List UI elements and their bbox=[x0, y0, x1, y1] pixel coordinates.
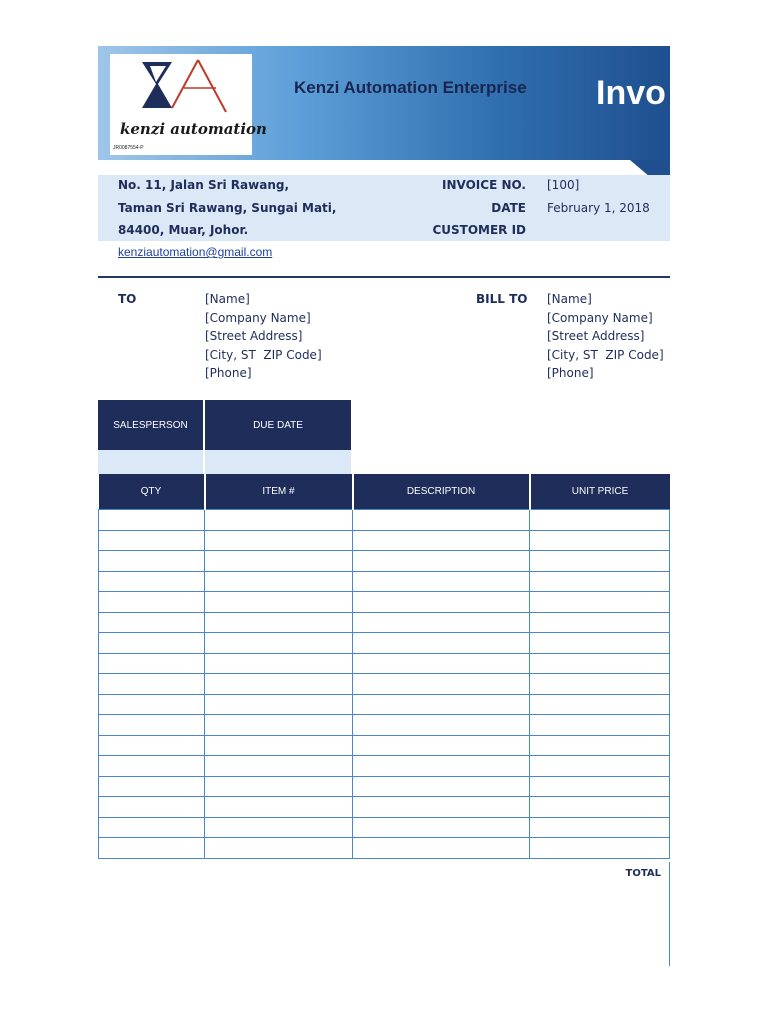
table-cell[interactable] bbox=[353, 592, 530, 613]
table-row bbox=[99, 592, 670, 613]
to-city: [City, ST ZIP Code] bbox=[205, 347, 322, 362]
table-row bbox=[99, 571, 670, 592]
logo-graphic bbox=[110, 54, 267, 155]
table-cell[interactable] bbox=[353, 817, 530, 838]
table-cell[interactable] bbox=[205, 633, 353, 654]
table-cell[interactable] bbox=[530, 510, 670, 531]
table-cell[interactable] bbox=[530, 633, 670, 654]
table-row bbox=[99, 756, 670, 777]
table-cell[interactable] bbox=[99, 797, 205, 818]
svg-text:kenzi automation: kenzi automation bbox=[120, 120, 267, 138]
table-cell[interactable] bbox=[99, 530, 205, 551]
table-row bbox=[99, 694, 670, 715]
table-row bbox=[99, 530, 670, 551]
table-cell[interactable] bbox=[530, 735, 670, 756]
table-cell[interactable] bbox=[205, 817, 353, 838]
bill-to-phone: [Phone] bbox=[547, 366, 594, 380]
table-cell[interactable] bbox=[99, 592, 205, 613]
table-cell[interactable] bbox=[530, 530, 670, 551]
customer-id-label: CUSTOMER ID bbox=[432, 223, 526, 237]
to-name: [Name] bbox=[205, 292, 250, 306]
table-cell[interactable] bbox=[530, 551, 670, 572]
table-cell[interactable] bbox=[530, 838, 670, 859]
table-cell[interactable] bbox=[353, 510, 530, 531]
table-cell[interactable] bbox=[530, 797, 670, 818]
col-item-number: ITEM # bbox=[205, 474, 353, 510]
table-cell[interactable] bbox=[205, 592, 353, 613]
table-cell[interactable] bbox=[530, 694, 670, 715]
table-cell[interactable] bbox=[99, 510, 205, 531]
table-cell[interactable] bbox=[99, 633, 205, 654]
invoice-no-value[interactable]: [100] bbox=[547, 178, 580, 192]
table-row bbox=[99, 612, 670, 633]
divider bbox=[98, 276, 670, 278]
table-cell[interactable] bbox=[99, 571, 205, 592]
invoice-no-label: INVOICE NO. bbox=[442, 178, 526, 192]
table-cell[interactable] bbox=[530, 817, 670, 838]
table-cell[interactable] bbox=[205, 653, 353, 674]
table-cell[interactable] bbox=[99, 735, 205, 756]
table-cell[interactable] bbox=[205, 612, 353, 633]
table-cell[interactable] bbox=[353, 653, 530, 674]
table-cell[interactable] bbox=[353, 756, 530, 777]
table-cell[interactable] bbox=[353, 797, 530, 818]
to-phone: [Phone] bbox=[205, 366, 252, 380]
to-street: [Street Address] bbox=[205, 329, 303, 343]
table-cell[interactable] bbox=[205, 776, 353, 797]
due-date-cell[interactable] bbox=[205, 450, 351, 474]
bill-to-company: [Company Name] bbox=[547, 310, 653, 325]
table-cell[interactable] bbox=[205, 530, 353, 551]
table-cell[interactable] bbox=[353, 674, 530, 695]
table-row bbox=[99, 838, 670, 859]
table-cell[interactable] bbox=[353, 838, 530, 859]
table-cell[interactable] bbox=[99, 694, 205, 715]
table-row bbox=[99, 735, 670, 756]
table-row bbox=[99, 653, 670, 674]
table-cell[interactable] bbox=[205, 551, 353, 572]
bill-to-label: BILL TO bbox=[476, 292, 528, 306]
col-unit-price: UNIT PRICE bbox=[530, 474, 670, 510]
table-cell[interactable] bbox=[205, 674, 353, 695]
table-cell[interactable] bbox=[99, 756, 205, 777]
table-cell[interactable] bbox=[353, 735, 530, 756]
table-cell[interactable] bbox=[99, 674, 205, 695]
company-logo bbox=[110, 54, 267, 155]
address-line-3: 84400, Muar, Johor. bbox=[118, 223, 249, 237]
table-cell[interactable] bbox=[99, 817, 205, 838]
table-row bbox=[99, 715, 670, 736]
table-cell[interactable] bbox=[353, 633, 530, 654]
date-label: DATE bbox=[491, 201, 526, 215]
salesperson-cell[interactable] bbox=[98, 450, 203, 474]
bill-to-name: [Name] bbox=[547, 292, 592, 306]
table-cell[interactable] bbox=[530, 674, 670, 695]
table-cell[interactable] bbox=[353, 715, 530, 736]
table-cell[interactable] bbox=[353, 530, 530, 551]
table-cell[interactable] bbox=[99, 653, 205, 674]
table-cell[interactable] bbox=[353, 612, 530, 633]
table-cell[interactable] bbox=[353, 776, 530, 797]
registration-number: JR0087554-P bbox=[113, 145, 144, 151]
items-table bbox=[98, 474, 670, 859]
table-cell[interactable] bbox=[205, 838, 353, 859]
address-line-1: No. 11, Jalan Sri Rawang, bbox=[118, 178, 290, 192]
table-cell[interactable] bbox=[530, 715, 670, 736]
table-cell[interactable] bbox=[353, 571, 530, 592]
company-name: Kenzi Automation Enterprise bbox=[294, 78, 527, 97]
document-title: Invo bbox=[596, 74, 666, 112]
table-cell[interactable] bbox=[530, 571, 670, 592]
table-row bbox=[99, 776, 670, 797]
table-cell[interactable] bbox=[530, 776, 670, 797]
table-cell[interactable] bbox=[205, 797, 353, 818]
bill-to-street: [Street Address] bbox=[547, 329, 645, 343]
total-border bbox=[669, 862, 670, 966]
address-line-2: Taman Sri Rawang, Sungai Mati, bbox=[118, 201, 337, 215]
col-qty: QTY bbox=[99, 474, 205, 510]
salesperson-header: SALESPERSON bbox=[98, 400, 203, 450]
table-cell[interactable] bbox=[99, 715, 205, 736]
table-cell[interactable] bbox=[205, 510, 353, 531]
table-cell[interactable] bbox=[99, 776, 205, 797]
col-description: DESCRIPTION bbox=[353, 474, 530, 510]
table-cell[interactable] bbox=[99, 612, 205, 633]
table-cell[interactable] bbox=[353, 551, 530, 572]
table-cell[interactable] bbox=[99, 838, 205, 859]
table-cell[interactable] bbox=[530, 653, 670, 674]
bill-to-address[interactable] bbox=[547, 290, 664, 383]
bill-to-city: [City, ST ZIP Code] bbox=[547, 347, 664, 362]
table-cell[interactable] bbox=[530, 612, 670, 633]
email-link[interactable]: kenziautomation@gmail.com bbox=[118, 245, 273, 259]
to-address[interactable] bbox=[205, 290, 322, 383]
table-cell[interactable] bbox=[205, 694, 353, 715]
table-cell[interactable] bbox=[205, 571, 353, 592]
table-cell[interactable] bbox=[353, 694, 530, 715]
date-value[interactable]: February 1, 2018 bbox=[547, 201, 650, 215]
table-cell[interactable] bbox=[205, 756, 353, 777]
table-row bbox=[99, 817, 670, 838]
table-cell[interactable] bbox=[530, 756, 670, 777]
table-cell[interactable] bbox=[99, 551, 205, 572]
table-row bbox=[99, 797, 670, 818]
table-row bbox=[99, 510, 670, 531]
to-label: TO bbox=[118, 292, 137, 306]
total-label: TOTAL bbox=[625, 868, 661, 879]
table-cell[interactable] bbox=[205, 735, 353, 756]
table-row bbox=[99, 551, 670, 572]
to-company: [Company Name] bbox=[205, 310, 311, 325]
due-date-header: DUE DATE bbox=[205, 400, 351, 450]
table-cell[interactable] bbox=[205, 715, 353, 736]
table-cell[interactable] bbox=[530, 592, 670, 613]
items-body bbox=[99, 510, 670, 859]
table-row bbox=[99, 674, 670, 695]
table-row bbox=[99, 633, 670, 654]
